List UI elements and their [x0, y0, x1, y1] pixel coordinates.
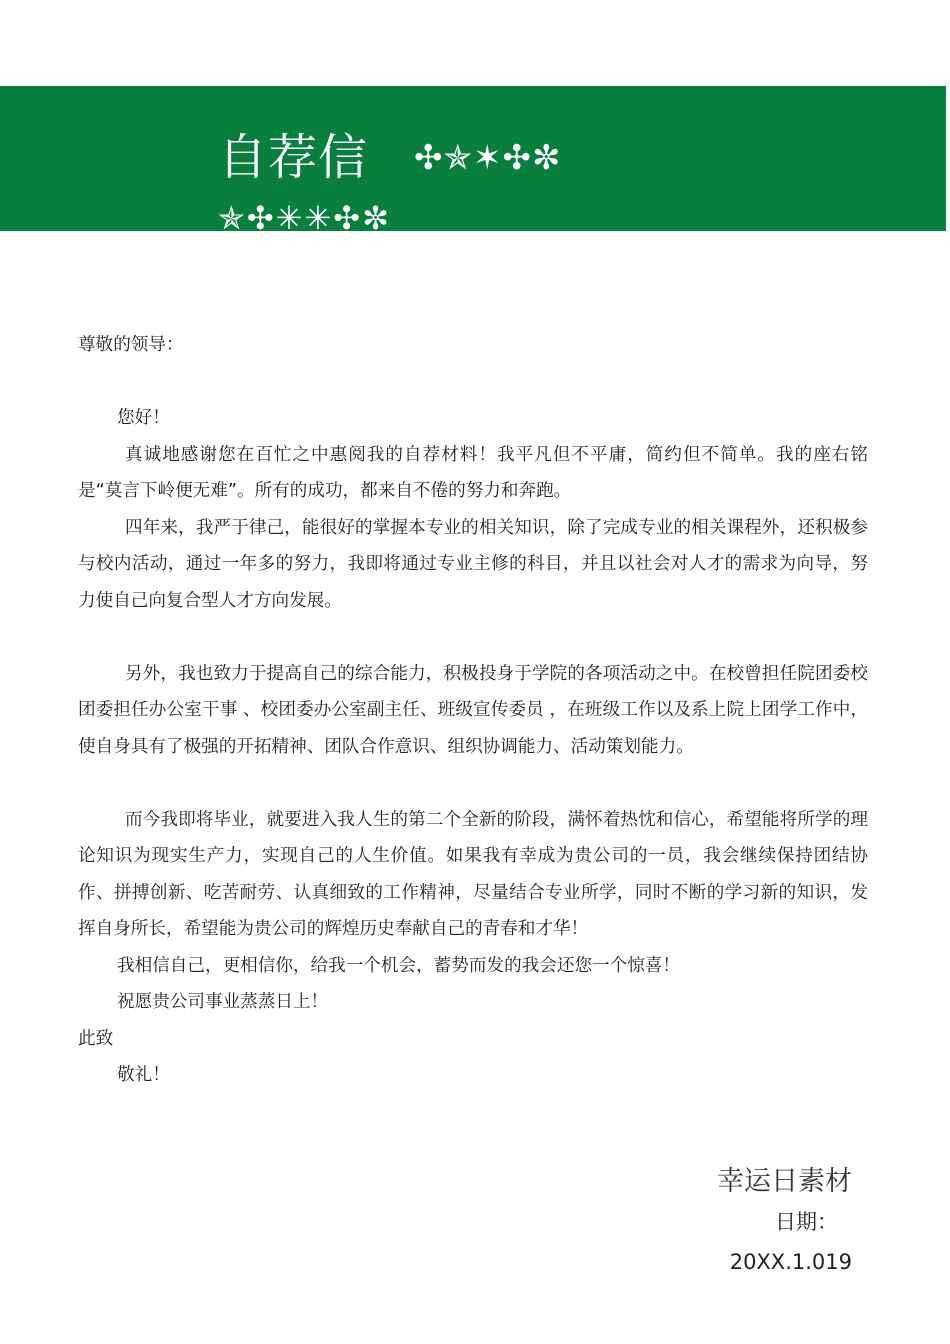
- respect-line: 敬礼！: [117, 1065, 170, 1085]
- ornament-icon: ✣✯✶✣✼: [414, 138, 562, 178]
- paragraph: 四年来，我严于律己，能很好的掌握本专业的相关知识，除了完成专业的相关课程外，还积极参与校内活动，通过一年多的努力，我即将通过专业主修的科目，并且以社会对人才的需求为向导，努力使自己向复合型人才方向发展。: [78, 517, 868, 611]
- closing-line: 祝愿贵公司事业蒸蒸日上！: [117, 992, 329, 1012]
- salutation: 尊敬的领导：: [78, 335, 184, 355]
- date-label: 日期：: [775, 1210, 838, 1234]
- page-title: 自荐信: [218, 129, 369, 186]
- closing-line: 我相信自己，更相信你，给我一个机会，蓄势而发的我会还您一个惊喜！: [117, 955, 681, 976]
- greeting: 您好！: [117, 408, 170, 428]
- letter-body: [78, 327, 868, 1094]
- sign-off: 此致: [78, 1028, 114, 1049]
- paragraph: 另外，我也致力于提高自己的综合能力，积极投身于学院的各项活动之中。在校曾担任院团委校团委担任办公室干事 、校团委办公室副主任、班级宣传委员 ，在班级工作以及系上院上团学工作中，使自身具有了极强的开拓精神、团队合作意识、组织协调能力、活动策划能力。: [78, 663, 868, 757]
- date-value: 20XX.1.019: [729, 1250, 852, 1274]
- ornament-icon: ✯✣✳✳✣✼: [218, 199, 391, 237]
- signature-name: 幸运日素材: [717, 1166, 852, 1197]
- paragraph: 真诚地感谢您在百忙之中惠阅我的自荐材料！我平凡但不平庸，简约但不简单。我的座右铭是“莫言下岭便无难”。所有的成功，都来自不倦的努力和奔跑。: [78, 444, 868, 501]
- paragraph: 而今我即将毕业，就要进入我人生的第二个全新的阶段，满怀着热忱和信心，希望能将所学的理论知识为现实生产力，实现自己的人生价值。如果我有幸成为贵公司的一员，我会继续保持团结协作、拼搏创新、吃苦耐劳、认真细致的工作精神，尽量结合专业所学，同时不断的学习新的知识，发挥自身所长，希望能为贵公司的辉煌历史奉献自己的青春和才华！: [78, 809, 868, 939]
